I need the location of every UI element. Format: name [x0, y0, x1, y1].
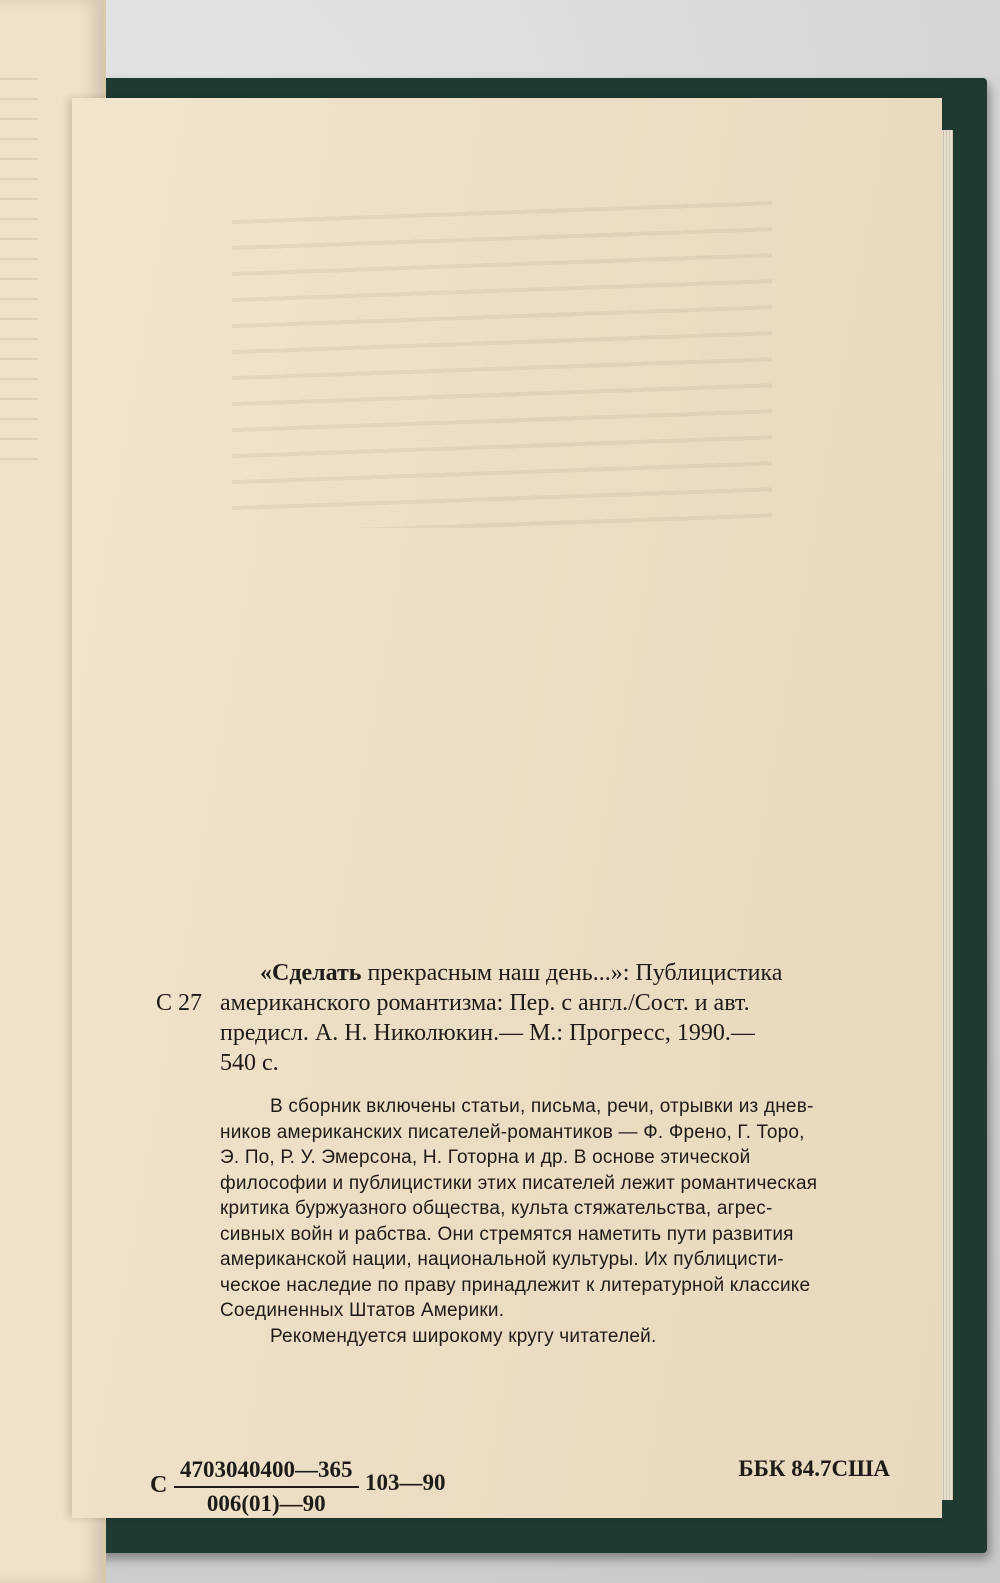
- annotation: [160, 1094, 895, 1349]
- bbk-code: ББК 84.7США: [738, 1456, 890, 1481]
- entry-title-bold: «Сделать: [260, 960, 362, 986]
- bibliographic-entry: [156, 958, 895, 1078]
- entry-line-text: прекрасным наш день...»: Публицистика: [367, 960, 783, 986]
- index-fraction: [174, 1456, 359, 1518]
- recommendation-line: Рекомендуется широкому кругу читателей.: [270, 1325, 657, 1347]
- catalog-record: [156, 958, 895, 1349]
- annotation-line: В сборник включены статьи, письма, речи, отрывки из днев-: [270, 1096, 814, 1117]
- bleed-through-text: [232, 198, 772, 528]
- entry-line: предисл. А. Н. Николюкин.— М.: Прогресс, 1990.—: [220, 1020, 755, 1046]
- annotation-line: Э. По, Р. У. Эмерсона, Н. Готорна и др. В основе этической: [220, 1147, 751, 1168]
- entry-line: [220, 958, 895, 988]
- annotation-line: критика буржуазного общества, культа стяжательства, агрес-: [220, 1198, 773, 1219]
- entry-line: американского романтизма: Пер. с англ./Сост. и авт.: [220, 990, 750, 1016]
- call-number: С 27: [156, 990, 203, 1016]
- index-suffix: 103—90: [365, 1470, 446, 1495]
- catalog-index-footer: [150, 1456, 890, 1526]
- copyright-page: [72, 98, 942, 1518]
- annotation-line: философии и публицистики этих писателей лежит романтическая: [220, 1172, 818, 1194]
- entry-line: 540 с.: [220, 1050, 279, 1076]
- index-denominator: 006(01)—90: [206, 1491, 326, 1516]
- annotation-line: сивных войн и рабства. Они стремятся наметить пути развития: [220, 1223, 794, 1245]
- entry-lines: [220, 958, 895, 1078]
- index-numerator: 4703040400—365: [174, 1456, 359, 1488]
- left-page-bleed-through: [0, 60, 38, 460]
- annotation-line: ников американских писателей-романтиков — Ф. Френо, Г. Торо,: [220, 1121, 805, 1143]
- annotation-line: американской нации, национальной культуры. Их публицисти-: [220, 1249, 784, 1270]
- index-letter: С: [150, 1472, 168, 1498]
- annotation-line: Соединенных Штатов Америки.: [220, 1300, 505, 1321]
- annotation-line: ческое наследие по праву принадлежит к литературной классике: [220, 1274, 811, 1296]
